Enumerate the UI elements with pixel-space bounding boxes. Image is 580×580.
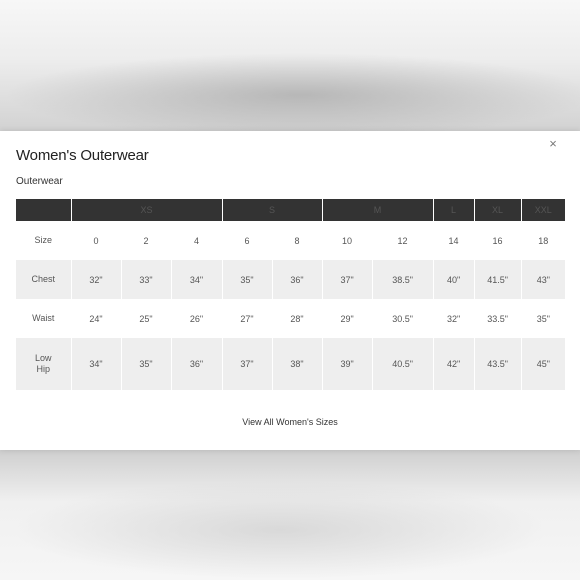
table-cell: 33" [121,260,171,299]
size-group-header: L [433,199,474,221]
background-blur-bottom [0,450,580,580]
size-group-header: S [222,199,322,221]
size-group-header: M [322,199,433,221]
table-cell: 40.5" [372,338,433,390]
table-cell: 2 [121,221,171,260]
table-cell: 25" [121,299,171,338]
table-cell: 40" [433,260,474,299]
table-cell: 29" [322,299,372,338]
table-cell: 43.5" [474,338,521,390]
table-cell: 36" [272,260,322,299]
size-group-header: XXL [521,199,565,221]
table-cell: 30.5" [372,299,433,338]
table-cell: 16 [474,221,521,260]
table-row [16,260,565,299]
row-label: Low Hip [16,338,71,390]
table-cell: 32" [71,260,121,299]
view-all-sizes-link[interactable]: View All Women's Sizes [242,417,338,427]
size-group-header-row [16,199,565,221]
table-cell: 14 [433,221,474,260]
size-group-header: XL [474,199,521,221]
table-cell: 41.5" [474,260,521,299]
table-cell: 35" [521,299,565,338]
table-cell: 33.5" [474,299,521,338]
table-cell: 43" [521,260,565,299]
table-cell: 36" [171,338,222,390]
table-cell: 28" [272,299,322,338]
table-cell: 0 [71,221,121,260]
size-guide-modal [0,131,580,450]
header-blank-cell [16,199,71,221]
row-label: Waist [16,299,71,338]
table-cell: 35" [121,338,171,390]
close-icon[interactable]: × [549,136,557,151]
row-label: Chest [16,260,71,299]
table-cell: 45" [521,338,565,390]
size-group-header: XS [71,199,222,221]
table-cell: 37" [222,338,272,390]
table-row [16,299,565,338]
modal-title: Women's Outerwear [16,147,149,164]
section-subtitle: Outerwear [16,176,63,187]
table-cell: 37" [322,260,372,299]
table-cell: 35" [222,260,272,299]
table-cell: 10 [322,221,372,260]
table-row [16,221,565,260]
row-label: Size [16,221,71,260]
table-cell: 38" [272,338,322,390]
table-cell: 34" [71,338,121,390]
table-cell: 6 [222,221,272,260]
table-cell: 27" [222,299,272,338]
table-cell: 18 [521,221,565,260]
table-cell: 42" [433,338,474,390]
table-cell: 12 [372,221,433,260]
table-cell: 24" [71,299,121,338]
table-cell: 26" [171,299,222,338]
table-cell: 8 [272,221,322,260]
background-blur-top [0,0,580,131]
table-cell: 39" [322,338,372,390]
table-row [16,338,565,390]
table-cell: 32" [433,299,474,338]
table-cell: 4 [171,221,222,260]
table-cell: 38.5" [372,260,433,299]
size-chart-table [16,199,565,390]
table-cell: 34" [171,260,222,299]
